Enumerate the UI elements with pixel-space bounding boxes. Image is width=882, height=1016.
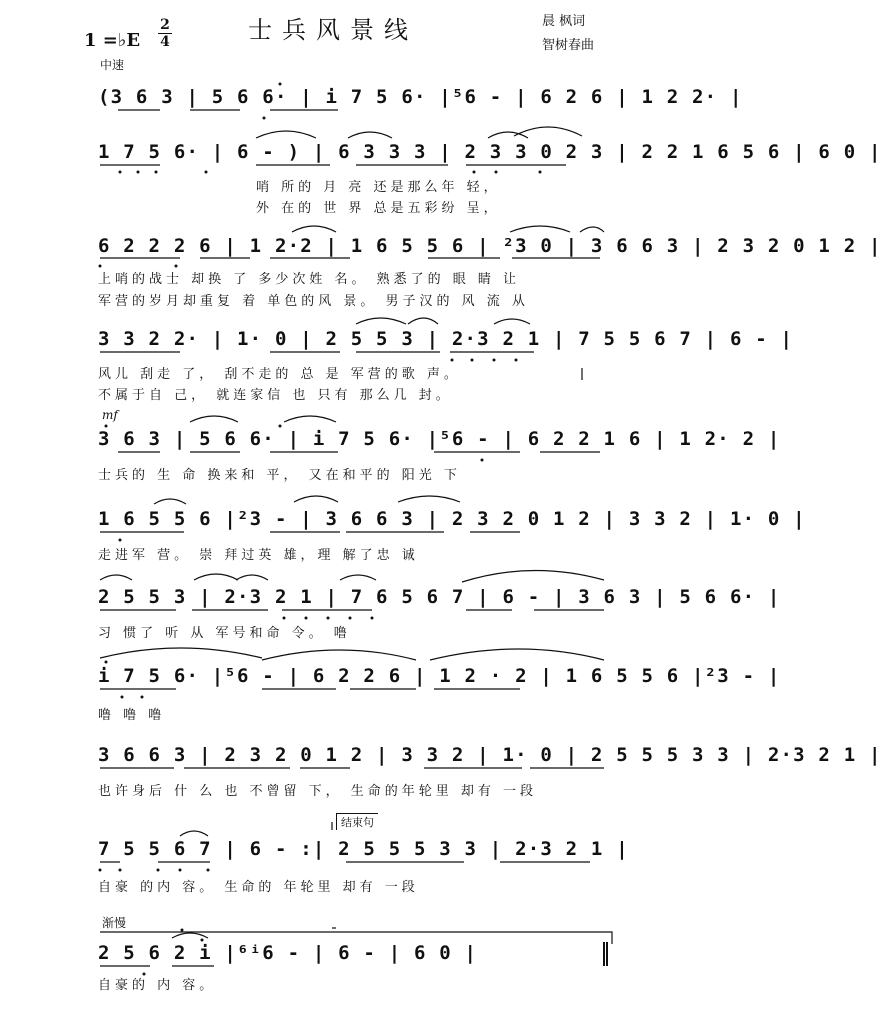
lyric-row-3-verse-2: 军营的岁月却重复 着 单色的风 景。 男子汉的 风 流 从	[98, 294, 529, 309]
lyric-row-5: 士兵的 生 命 换来和 平， 又在和平的 阳光 下	[98, 468, 461, 483]
lyric-row-2-verse-1: 哨 所的 月 亮 还是那么年 轻，	[256, 180, 501, 195]
lyric-row-4-verse-2: 不属于自 己， 就连家信 也 只有 那么几 封。	[98, 388, 453, 403]
score-row-10: 7 5 5 6 7 | 6 - :| 2 5 5 5 3 3 | 2·3 2 1 |	[98, 838, 629, 860]
score-row-2: 1 7 5 6· | 6 - ) | 6 3 3 3 | 2 3 3 0 2 3 | 2 2 1 6 5 6 | 6 0 |	[98, 141, 882, 163]
score-row-9: 3 6 6 3 | 2 3 2 0 1 2 | 3 3 2 | 1· 0 | 2 5 5 5 3 3 | 2·3 2 1 |	[98, 744, 882, 766]
lyric-row-10: 自豪 的内 容。 生命的 年轮里 却有 一段	[98, 880, 419, 895]
lyricist-credit: 晨 枫词	[542, 14, 586, 29]
score-row-7: 2 5 5 3 | 2·3 2 1 | 7 6 5 6 7 | 6 - | 3 6 3 | 5 6 6· |	[98, 586, 781, 608]
score-row-3: 6 2 2 2 6 | 1 2·2 | 1 6 5 5 6 | ²3 0 | 3 6 6 3 | 2 3 2 0 1 2 |	[98, 235, 882, 257]
ending-section-label: 结束句	[336, 813, 378, 830]
lyric-row-7: 习 惯了 听 从 军号和命 令。 噜	[98, 626, 351, 641]
lyric-row-8: 噜 噜 噜	[98, 708, 166, 723]
score-row-4: 3 3 2 2· | 1· 0 | 2 5 5 3 | 2·3 2 1 | 7 5 5 6 7 | 6 - |	[98, 328, 794, 350]
song-title: 士兵风景线	[248, 16, 418, 44]
lyric-row-4-verse-1: 风儿 刮走 了， 刮不走的 总 是 军营的歌 声。	[98, 367, 461, 382]
lyric-row-2-verse-2: 外 在的 世 界 总是五彩纷 呈，	[256, 201, 501, 216]
tempo-marking: 中速	[100, 58, 125, 72]
lyric-row-3-verse-1: 上哨的战士 却换 了 多少次姓 名。 熟悉了的 眼 睛 让	[98, 272, 521, 287]
time-signature: 2 4	[158, 18, 172, 49]
score-row-5: 3 6 3 | 5 6 6· | i 7 5 6· |⁵6 - | 6 2 2 1 6 | 1 2· 2 |	[98, 428, 781, 450]
lyric-row-9: 也许身后 什 么 也 不曾留 下， 生命的年轮里 却有 一段	[98, 784, 538, 799]
lyric-row-11: 自豪的 内 容。	[98, 978, 217, 993]
composer-credit: 智树春曲	[542, 38, 595, 53]
ritardando-marking: 渐慢	[102, 916, 127, 930]
lyric-row-6: 走进军 营。 崇 拜过英 雄，理 解了忠 诚	[98, 548, 419, 563]
dynamic-marking: mf	[102, 408, 118, 422]
score-row-1: (3 6 3 | 5 6 6· | i 7 5 6· |⁵6 - | 6 2 6 | 1 2 2· |	[98, 86, 743, 108]
score-row-8: i 7 5 6· |⁵6 - | 6 2 2 6 | 1 2 · 2 | 1 6 5 5 6 |²3 - |	[98, 665, 781, 687]
key-signature: 1 =♭E	[84, 30, 141, 51]
score-row-11: 2 5 6 2 i |⁶ⁱ6 - | 6 - | 6 0 |	[98, 942, 478, 964]
score-row-6: 1 6 5 5 6 |²3 - | 3 6 6 3 | 2 3 2 0 1 2 | 3 3 2 | 1· 0 |	[98, 508, 806, 530]
